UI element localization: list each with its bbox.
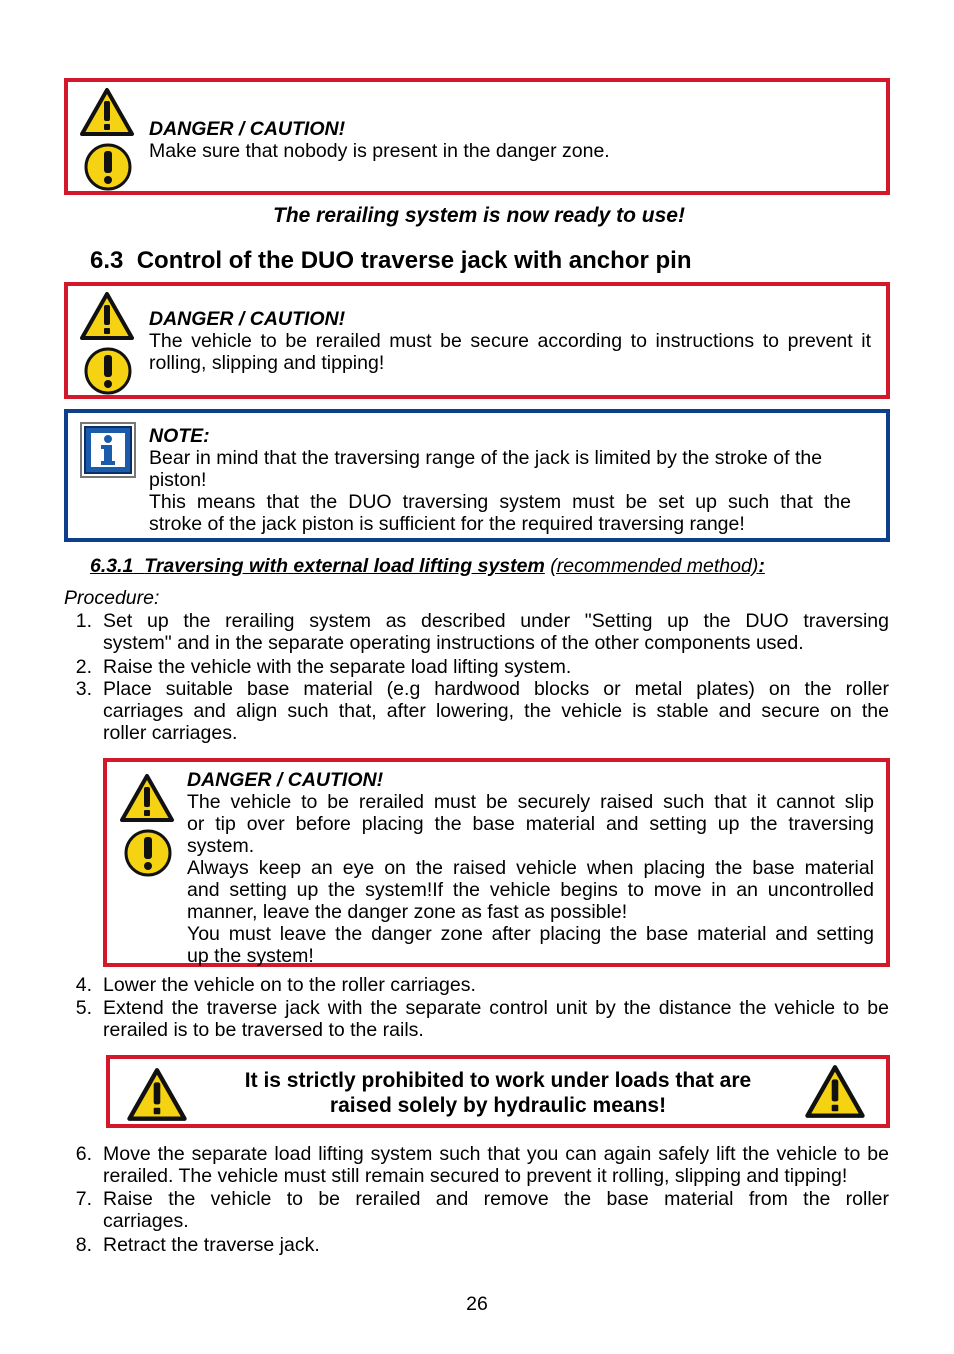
danger-text-line: The vehicle to be rerailed must be secure according to instructions to prevent it [149,330,871,352]
note-text-line: piston! [149,469,207,491]
list-text-line: rerailed is to be traversed to the rails. [103,1019,424,1041]
list-text-line: Raise the vehicle with the separate load lifting system. [103,656,572,678]
list-number: 3. [75,678,92,700]
section-number: 6.3 [90,247,124,274]
list-number: 4. [75,974,92,996]
subsection-number: 6.3.1 [90,555,134,577]
list-text-line: Retract the traverse jack. [103,1234,320,1256]
danger-label: DANGER / CAUTION! [149,118,346,140]
warning-triangle-icon [79,291,135,341]
danger-text-line: and setting up the system!If the vehicle begins to move in an uncontrolled [187,879,874,901]
list-text-line: Set up the rerailing system as described under "Setting up the DUO traversing [103,610,889,632]
list-text-line: system" and in the separate operating instructions of the other components used. [103,632,804,654]
list-number: 8. [75,1234,92,1256]
list-text-line: Place suitable base material (e.g hardwood blocks or metal plates) on the roller [103,678,889,700]
danger-box-2 [64,282,890,399]
prohibition-line: raised solely by hydraulic means! [329,1094,667,1117]
danger-text-line: up the system! [187,945,314,967]
list-number: 1. [75,610,92,632]
list-text-line: carriages. [103,1210,189,1232]
exclamation-circle-icon [83,346,133,396]
page-number: 26 [466,1293,488,1315]
list-text-line: carriages and align such that, after lowering, the vehicle is stable and secure on the [103,700,889,722]
subsection-title: Traversing with external load lifting system [144,555,545,577]
danger-box-3 [103,758,890,967]
danger-text-line: Always keep an eye on the raised vehicle when placing the base material [187,857,874,879]
note-text [149,425,851,535]
warning-triangle-icon [119,773,175,823]
danger-text-line: or tip over before placing the base material and setting up the traversing [187,813,874,835]
list-text-line: rerailed. The vehicle must still remain secured to prevent it rolling, slipping and tipping! [103,1165,848,1187]
note-text-line: Bear in mind that the traversing range of the jack is limited by the stroke of the [149,447,823,469]
note-text-line: stroke of the jack piston is sufficient for the required traversing range! [149,513,745,535]
list-number: 5. [75,997,92,1019]
danger-text-line: system. [187,835,255,857]
prohibition-text [200,1068,796,1118]
subsection-colon: : [758,555,765,577]
note-text-line: This means that the DUO traversing system must be set up such that the [149,491,851,513]
danger-text-line: The vehicle to be rerailed must be securely raised such that it cannot slip [187,791,874,813]
list-number: 6. [75,1143,92,1165]
note-label: NOTE: [149,425,210,447]
list-number: 2. [75,656,92,678]
list-text-line: roller carriages. [103,722,238,744]
danger-text-line: rolling, slipping and tipping! [149,352,385,374]
danger-text: Make sure that nobody is present in the danger zone. [149,140,610,162]
danger-label: DANGER / CAUTION! [149,308,346,330]
section-heading [90,247,890,275]
note-box [64,409,890,542]
info-icon [80,422,136,478]
ready-line: The rerailing system is now ready to use! [273,204,685,227]
subsection-suffix: (recommended method) [550,555,759,577]
danger-box-2-text [149,308,871,374]
list-text-line: Raise the vehicle to be rerailed and remove the base material from the roller [103,1188,889,1210]
danger-text-line: You must leave the danger zone after placing the base material and setting [187,923,874,945]
prohibition-line: It is strictly prohibited to work under loads that are [244,1069,752,1092]
list-number: 7. [75,1188,92,1210]
list-text-line: Move the separate load lifting system such that you can again safely lift the vehicle to be [103,1143,889,1165]
list-text-line: Extend the traverse jack with the separate control unit by the distance the vehicle to be [103,997,889,1019]
prohibition-box [106,1055,890,1128]
danger-label: DANGER / CAUTION! [187,769,384,791]
danger-box-1-text [149,118,871,162]
warning-triangle-icon [126,1067,188,1122]
danger-box-1 [64,78,890,195]
warning-triangle-icon [79,87,135,137]
danger-text-line: manner, leave the danger zone as fast as possible! [187,901,628,923]
danger-box-3-text [187,769,874,967]
procedure-label: Procedure: [64,587,160,609]
exclamation-circle-icon [83,142,133,192]
exclamation-circle-icon [123,828,173,878]
warning-triangle-icon [804,1064,866,1119]
list-text-line: Lower the vehicle on to the roller carriages. [103,974,476,996]
section-title: Control of the DUO traverse jack with anchor pin [136,247,692,274]
subsection-heading [90,554,890,578]
